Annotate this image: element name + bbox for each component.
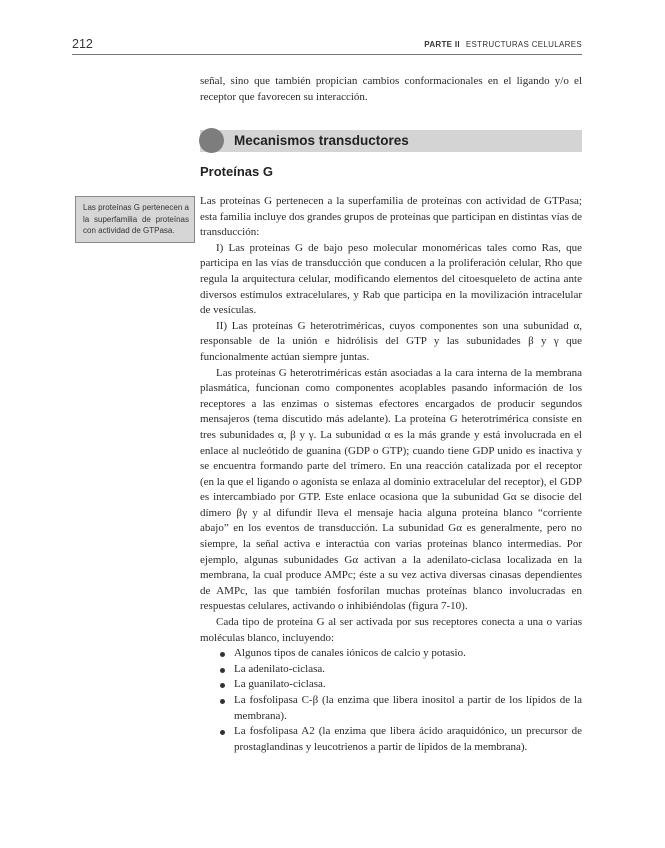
- paragraph: Cada tipo de proteína G al ser activada por sus receptores conecta a una o varias moléculas blanco, incluyendo:: [200, 616, 582, 644]
- list-item-text: La fosfolipasa C-β (la enzima que libera inositol a partir de los lípidos de la membrana).: [234, 694, 582, 722]
- running-head: [424, 40, 582, 49]
- running-header: [72, 38, 582, 55]
- bullet-icon: [220, 730, 225, 735]
- list-item-text: Algunos tipos de canales iónicos de calcio y potasio.: [234, 647, 466, 660]
- margin-note: Las proteínas G pertenecen a la superfamilia de proteínas con actividad de GTPasa.: [75, 196, 195, 243]
- paragraph: I) Las proteínas G de bajo peso molecular monoméricas tales como Ras, que participa en las vías de transducción que conducen a la proliferación celular, Rho que regula la arquitectura celular, modificando elementos del citoesqueleto de actina ante diversos estímulos extracelulares, y Rab que participa en la movilización intracelular de vesículas.: [200, 241, 582, 317]
- bullet-icon: [220, 668, 225, 673]
- paragraph: Las proteínas G pertenecen a la superfamilia de proteínas con actividad de GTPasa; esta familia incluye dos grandes grupos de proteínas que participan en distintas vías de transducción:: [200, 195, 582, 239]
- list-item: [200, 662, 582, 678]
- part-label: PARTE II: [424, 40, 460, 49]
- list-item-text: La guanilato-ciclasa.: [234, 678, 326, 691]
- bullet-icon: [220, 652, 225, 657]
- section-heading-bar: [200, 130, 582, 152]
- list-item-text: La adenilato-ciclasa.: [234, 662, 326, 675]
- list-item: [200, 646, 582, 662]
- list-item: [200, 724, 582, 755]
- intro-paragraph: señal, sino que también propician cambios conformacionales en el ligando y/o el receptor que favorecen su interacción.: [200, 75, 582, 103]
- intro-block: [200, 74, 582, 105]
- bullet-icon: [220, 683, 225, 688]
- section-title: Mecanismos transductores: [234, 133, 409, 148]
- subsection-title: Proteínas G: [200, 164, 273, 179]
- body-text: [200, 194, 582, 755]
- list-item: [200, 693, 582, 724]
- paragraph: II) Las proteínas G heterotriméricas, cuyos componentes son una subunidad α, responsable de la unión e hidrólisis del GTP y las subunidades β y γ que funcionalmente actúan siempre juntas.: [200, 319, 582, 363]
- list-item: [200, 677, 582, 693]
- list-item-text: La fosfolipasa A2 (la enzima que libera ácido araquidónico, un precursor de prostaglandinas y leucotrienos a partir de lípidos de la membrana).: [234, 725, 582, 753]
- page-number: 212: [72, 37, 93, 51]
- section-bullet-icon: [199, 128, 224, 153]
- bullet-icon: [220, 699, 225, 704]
- paragraph: Las proteínas G heterotriméricas están asociadas a la cara interna de la membrana plasmática, funcionan como componentes acoplables pasando información de los receptores a las enzimas o sistemas efectores encargados de producir segundos mensajeros (tema discutido más adelante). La proteína G heterotrimérica consiste en tres subunidades α, β y γ. La subunidad α es la más grande y está involucrada en el enlace al nucleótido de guanina (GDP o GTP); cuando tiene GDP unido es inactiva y se encuentra formando parte del trímero. En una reacción catalizada por el receptor (en la que el ligando o agonista se enlaza al dominio extracelular del receptor), el GDP es intercambiado por GTP. Este enlace ocasiona que la subunidad Gα se disocie del dímero βγ y al difundir lleva el mensaje hacia alguna proteína blanco “corriente abajo” en los eventos de transducción. La subunidad Gα es generalmente, pero no siempre, la señal activa e interactúa con varias proteínas blanco intermedias. Por ejemplo, algunas subunidades Gα activan a la adenilato-ciclasa localizada en la membrana, la cual produce AMPc; éste a su vez activa diversas cinasas dependientes de AMPc, las que también fosforilan muchas proteínas blanco involucradas en respuestas celulares, activando o inhibiéndolas (figura 7-10).: [200, 366, 582, 613]
- section-label: ESTRUCTURAS CELULARES: [465, 40, 582, 49]
- target-list: [200, 646, 582, 755]
